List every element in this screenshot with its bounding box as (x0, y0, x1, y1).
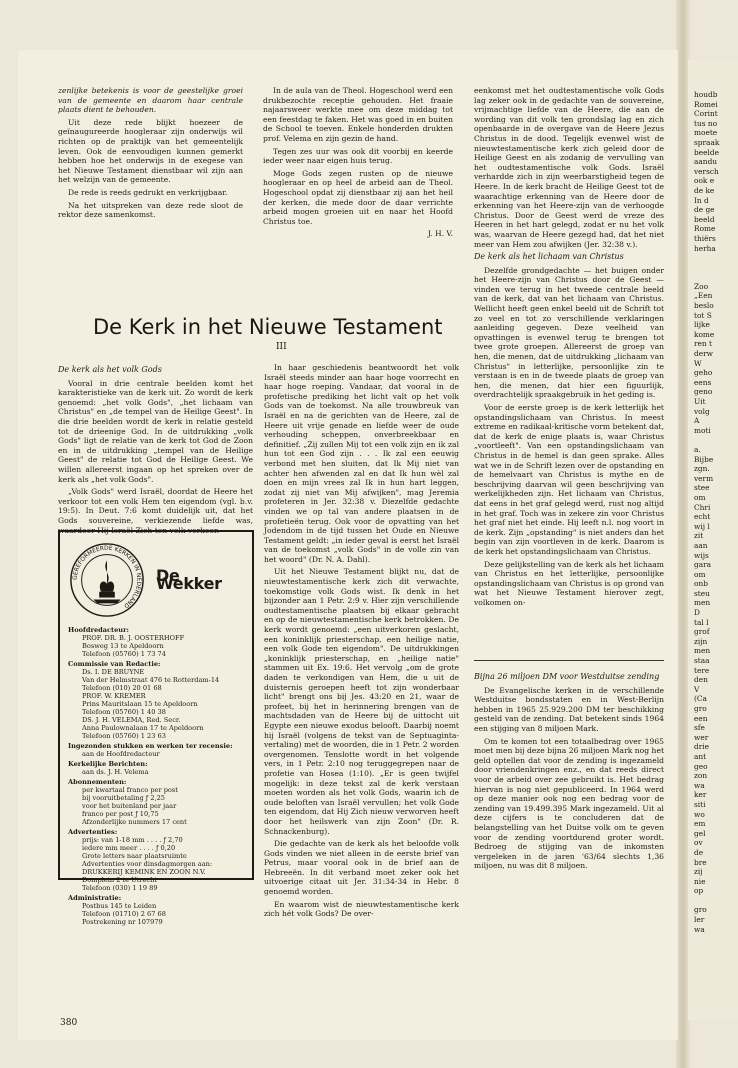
masthead-line: Anna Paulownalaan 17 te Apeldoorn (82, 724, 204, 732)
adjacent-text-fragment: geo (694, 761, 708, 771)
svg-text:GEREFORMEERDE KERKEN IN NEDERL: GEREFORMEERDE KERKEN IN NEDERLAND (72, 545, 142, 609)
adjacent-text-fragment: ov (694, 838, 703, 848)
adjacent-text-fragment: „Een (694, 291, 713, 301)
paragraph: De rede is reeds gedrukt en verkrijgbaar. (68, 187, 228, 197)
masthead-label: Administratie: (68, 894, 122, 902)
masthead-label: Ingezonden stukken en werken ter recensie: (68, 742, 233, 750)
newspaper-name: De Wekker (156, 566, 222, 593)
adjacent-text-fragment: herha (694, 243, 716, 253)
adjacent-text-fragment: zij (694, 867, 703, 877)
masthead-line: Prins Mauritslaan 15 te Apeldoorn (82, 700, 198, 708)
adjacent-text-fragment: de ke (694, 185, 715, 195)
masthead-line: iedere mm meer . . . . ƒ 0,20 (82, 844, 176, 852)
adjacent-text-fragment: geho (694, 368, 713, 378)
adjacent-text-fragment: tus no (694, 118, 718, 128)
adjacent-text-fragment: Bijbe (694, 454, 714, 464)
adjacent-text-fragment: D (694, 608, 700, 618)
adjacent-page-edge (688, 60, 738, 1020)
adjacent-text-fragment: nie (694, 876, 706, 886)
adjacent-text-fragment: ker (694, 790, 707, 800)
column-divider (474, 660, 664, 661)
adjacent-text-fragment: gro (694, 905, 707, 915)
paragraph: Die gedachte van de kerk als het beloofde volk Gods vinden we niet alleen in de eerste brief van Petrus, maar vooral ook in de brief aan de Hebreeën. In dit verband moet zeker ook het uitvoerige citaat uit Jer. 31:34-34 in Hebr. 8 genoemd worden. (264, 839, 459, 897)
paragraph: Voor de eerste groep is de kerk letterlijk het opstandingslichaam van Christus. In meest extreme en radikaal-kritische vorm betekent dat, dat de kerk de enige plaats is, waar Christus „voortleeft". Van een opstandingslichaam van Christus in de hemel is dan geen sprake. Alles wat we in de Schrift lezen over de opstanding en de hemelvaart van Christus is mythe en de beschrijving daarvan wil geen beschrijving van werkelijkheden zijn. Het lichaam van Christus, dat eens in het graf gelegd werd, rust nog altijd in het graf. Toch was in zekere zin voor Christus het graf niet het einde. Hij leeft n.l. nog voort in de kerk. Zijn „opstanding" is niet anders dan het begin van zijn voortleven in de kerk. Daarom is de kerk het opstandingslichaam van Christus. (474, 403, 664, 556)
adjacent-text-fragment: aandu (694, 157, 718, 167)
adjacent-text-fragment: verm (694, 473, 714, 483)
adjacent-text-fragment: wa (694, 924, 705, 934)
adjacent-text-fragment: em (694, 819, 706, 829)
paragraph: Tegen zes uur was ook dit voorbij en keerde ieder weer naar eigen huis terug. (263, 146, 453, 166)
adjacent-text-fragment: om (694, 569, 706, 579)
adjacent-text-fragment: eens (694, 377, 712, 387)
masthead-line: Domplein 2 te Utrecht (82, 876, 157, 884)
adjacent-text-fragment: moti (694, 425, 711, 435)
adjacent-text-fragment: In d (694, 195, 709, 205)
church-seal-icon (68, 541, 146, 619)
adjacent-text-fragment: ook e (694, 176, 715, 186)
adjacent-text-fragment: grof (694, 627, 710, 637)
masthead-line: Grote letters naar plaatsruimte (82, 852, 187, 860)
masthead-label: Abonnementen: (68, 778, 127, 786)
adjacent-text-fragment: Romei (694, 99, 718, 109)
adjacent-text-fragment: een (694, 713, 708, 723)
section-heading: De kerk als het lichaam van Christus (474, 252, 624, 262)
adjacent-text-fragment: geno (694, 387, 713, 397)
paragraph: En waarom wist de nieuwtestamentische kerk zich hét volk Gods? De over- (264, 899, 459, 919)
adjacent-text-fragment: beelde (694, 147, 719, 157)
adjacent-text-fragment: gel (694, 828, 706, 838)
adjacent-text-fragment: ler (694, 915, 705, 925)
masthead-label: Advertenties: (68, 828, 118, 836)
adjacent-text-fragment: wer (694, 732, 709, 742)
masthead-line: Afzonderlijke nummers 17 cent (82, 818, 187, 826)
adjacent-text-fragment: onb (694, 579, 708, 589)
adjacent-text-fragment: derw (694, 349, 713, 359)
adjacent-text-fragment: wij l (694, 521, 710, 531)
masthead-line: Van der Helmstraat 476 te Rotterdam-14 (82, 676, 220, 684)
adjacent-text-fragment: men (694, 646, 711, 656)
article-part-number: III (276, 342, 287, 352)
paragraph: eenkomst met het oudtestamentische volk Gods lag zeker ook in de gedachte van de souvereine, vrijmachtige liefde van de Heere, die aan de wording van dit volk ten grondslag lag en zich openbaarde in de overgave van de Heere Jezus Christus in de dood. Tegelijk evenwel wist de nieuwtestamentische kerk zich geleid door de Heilige Geest en als zodanig de vervulling van het oudtestamentische volk Gods. Israël verhardde zich in zijn weerbarstigheid tegen de Heere. In de kerk bracht de Heilige Geest tot de waarachtige erkenning van de Heere door de erkenning van het Heere-zijn van de verhoogde Christus. Door de Geest werd de vreze des Heeren in het hart gelegd, zodat er nu het volk was, waarvan de Heere gezegd had, dat het niet meer van Hem zou afwijken (Jer. 32:38 v.). (474, 86, 664, 249)
masthead-line: Telefoon (010) 20 01 68 (82, 684, 162, 692)
adjacent-text-fragment: drie (694, 742, 710, 752)
adjacent-text-fragment: ant (694, 751, 707, 761)
article-column-2 (264, 363, 459, 1023)
masthead-line: Telefoon (01710) 2 67 68 (82, 910, 166, 918)
adjacent-text-fragment: siti (694, 799, 706, 809)
adjacent-text-fragment: A (694, 416, 700, 426)
paragraph: Uit deze rede blijkt hoezeer de geïnaugureerde hoogleraar zijn onderwijs wil richten op de praktijk van het gemeentelijk leven. Ook de eenvoudigen kunnen gemerkt hebben hoe het onderwijs in de exegese van het Nieuwe Testament dienstbaar wil zijn aan het welzijn van de gemeente. (58, 117, 243, 185)
adjacent-text-fragment: W (694, 358, 702, 368)
adjacent-text-fragment: de ge (694, 205, 715, 215)
adjacent-text-fragment: Corint (694, 109, 718, 119)
adjacent-text-fragment: tal l (694, 617, 709, 627)
adjacent-text-fragment: wa (694, 780, 705, 790)
magazine-page (18, 50, 678, 1040)
adjacent-text-fragment: volg (694, 406, 710, 416)
adjacent-text-fragment: de (694, 847, 704, 857)
masthead-line: Ds. I. DE BRUYNE (82, 668, 145, 676)
paragraph: Moge Gods zegen rusten op de nieuwe hoogleraar en op heel de arbeid aan de Theol. Hogeschool opdat zij dienstbaar zij aan het heil der kerken, die mede door de daar verrichte arbeid mogen groeien uit en naar het Hoofd Christus toe. (263, 168, 453, 226)
masthead-line: DS. J. H. VELEMA, Red. Secr. (82, 716, 181, 724)
news-item (474, 670, 664, 1010)
masthead-line: Telefoon (05760) 1 40 38 (82, 708, 166, 716)
masthead-line: bij vooruitbetaling ƒ 2,25 (82, 794, 165, 802)
page-number: 380 (60, 1018, 78, 1028)
masthead-line: Telefoon (05760) 1 23 63 (82, 732, 166, 740)
paragraph: Na het uitspreken van deze rede sloot de rektor deze samenkomst. (58, 200, 243, 220)
adjacent-text-fragment: spraak (694, 137, 720, 147)
masthead-line: Postrekening nr 107979 (82, 918, 163, 926)
masthead-line: Telefoon (030) 1 19 89 (82, 884, 158, 892)
masthead-line: prijs: van 1-18 mm . . . . ƒ 2,70 (82, 836, 183, 844)
adjacent-text-fragment: op (694, 886, 704, 896)
masthead-line: franco per post ƒ 10,75 (82, 810, 159, 818)
top-column-1 (58, 86, 243, 266)
adjacent-text-fragment: tere (694, 665, 710, 675)
adjacent-text-fragment: beeld (694, 214, 715, 224)
adjacent-text-fragment: zijn (694, 636, 708, 646)
paragraph: Uit het Nieuwe Testament blijkt nu, dat de nieuwtestamentische kerk zich dit verwachte, toekomstige volk Gods wist. Ik denk in het bijzonder aan 1 Petr. 2:9 v. Hier zijn verschillende oudtestamentische plaatsen bij elkaar gebracht en op de nieuwtestamentische kerk betrokken. De kerk wordt genoemd: „een uitverkoren geslacht, een koninklijk priesterschap, een heilige natie, een volk Gode ten eigendom". De uitdrukkingen „koninklijk priesterschap, en „heilige natie" stammen uit Ex. 19:6. Het vervolg „om de grote daden te verkondigen van Hem, die u uit de duisternis geroepen heeft tot zijn wonderbaar licht" brengt ons bij Jes. 43:20 en 21, waar de profeet, bij het in herinnering brengen van de machtsdaden van de Heere bij de uittocht uit Egypte een nieuwe exodus belooft. Daarbij noemt hij Israël (volgens de tekst van de Septuaginta-vertaling) met de woorden, die in 1 Petr. 2 worden overgenomen. Tenslotte wordt in het volgende vers, in 1 Petr. 2:10 nog teruggegrepen naar de profetie van Hosea (1:10). „Er is geen twijfel mogelijk: in deze tekst zal de kerk verstaan moeten worden als het volk Gods, waarin ich de oude beloften van Israël vervullen; het volk Gode ten eigendom, dat Hij Zich nieuw verworven heeft door het heilswerk van zijn Zoon" (Dr. R. Schnackenburg). (264, 567, 459, 836)
adjacent-text-fragment: moete (694, 128, 718, 138)
article-column-1 (58, 363, 253, 533)
masthead-line: Advertenties voor dinsdagmorgen aan: DRUKKERIJ KEMINK EN ZOON N.V. (82, 860, 213, 876)
masthead-line: PROF. W. KREMER (82, 692, 146, 700)
adjacent-text-fragment: wijs (694, 550, 709, 560)
adjacent-text-fragment: zon (694, 771, 708, 781)
paragraph: De Evangelische kerken in de verschillende Westduitse bondsstaten en in West-Berlijn hebben in 1965 25.929.200 DM ter beschikking gesteld van de zending. Dat betekent sinds 1964 een stijging van 8 miljoen Mark. (474, 685, 664, 733)
adjacent-text-fragment: kome (694, 329, 715, 339)
adjacent-text-fragment: a. (694, 444, 701, 454)
adjacent-text-fragment: Rome (694, 224, 716, 234)
masthead-line: per kwartaal franco per post (82, 786, 178, 794)
adjacent-text-fragment (694, 263, 738, 273)
adjacent-text-fragment (694, 272, 738, 282)
masthead-label: Kerkelijke Berichten: (68, 760, 148, 768)
article-title: De Kerk in het Nieuwe Testament (93, 315, 443, 339)
adjacent-text-fragment (694, 253, 738, 263)
masthead-line: Bosweg 13 te Apeldoorn (82, 642, 164, 650)
masthead-label: Commissie van Redactie: (68, 660, 161, 668)
adjacent-text-fragment: lijke (694, 320, 710, 330)
masthead-line: Postbus 145 te Leiden (82, 902, 157, 910)
masthead-label: Hoofdredacteur: (68, 626, 129, 634)
adjacent-text-fragment: tot S (694, 310, 712, 320)
adjacent-text-fragment: thiërs (694, 233, 716, 243)
paragraph: „Volk Gods" werd Israël, doordat de Heere het verkoor tot een volk Hem ten eigendom (vgl. b.v. 19:5). In Deut. 7:6 komt duidelijk uit, dat het Gods souvereine, verkiezende liefde was, waardoor Hij Israël Zich ten volk verkoor. (58, 487, 253, 535)
paragraph: Om te komen tot een totaalbedrag over 1965 moet men bij deze bijna 26 miljoen Mark nog het geld optellen dat voor de zending is ingezameld door vriendenkringen enz., en dat reeds direct voor de arbeid over zee gebruikt is. Het bedrag hiervan is nog niet gepubliceerd. In 1964 werd op deze manier ook nog een bedrag voor de zending van 19.499.395 Mark ingezameld. Uit al deze cijfers is te concluderen dat de belangstelling van het Duitse volk om te geven voor de zending voortdurend groter wordt. Bedroeg de stijging van de inkomsten vergeleken in de jaren '63/64 slechts 1,36 miljoen, nu was dit 8 miljoen. (474, 736, 664, 871)
signature: J. H. V. (427, 229, 453, 239)
adjacent-text-fragment (694, 435, 738, 445)
top-column-2 (263, 86, 453, 286)
adjacent-text-fragment: zit (694, 531, 704, 541)
masthead-line: aan de Hoofdredacteur (82, 750, 160, 758)
adjacent-text-fragment (694, 896, 738, 906)
adjacent-text-fragment: steu (694, 588, 710, 598)
paragraph: Dezelfde grondgedachte — het buigen onder het Heere-zijn van Christus door de Geest — vinden we terug in het tweede centrale beeld van de kerk, dat van het lichaam van Christus. Wellicht heeft geen enkel beeld uit de Schrift tot zo veel en tot zo verschillende verklaringen aanleiding gegeven. Deze veelheid van opvattingen is evenwel terug te brengen tot twee grote groepen. Allereerst de groep van hen, die menen, dat de uitdrukking „lichaam van Christus" in letterlijke, persoonlijke zin te verstaan is en in de tweede plaats de groep van hen, die menen, dat hier een figuurlijk, overdrachtelijk spraakgebruik in het geding is. (474, 265, 664, 400)
adjacent-text-fragment: Zoo (694, 281, 709, 291)
masthead-line: Telefoon (05760) 1 73 74 (82, 650, 166, 658)
article-column-3 (474, 86, 664, 656)
section-heading: Bijna 26 miljoen DM voor Westduitse zending (474, 672, 660, 681)
adjacent-text-fragment: beslo (694, 301, 714, 311)
adjacent-text-fragment: gro (694, 704, 707, 713)
section-heading: De kerk als het volk Gods (58, 365, 162, 374)
masthead-details (68, 626, 244, 926)
masthead-box (58, 530, 254, 926)
adjacent-text-fragment: aan (694, 540, 708, 550)
masthead-line: voor het buitenland per jaar (82, 802, 177, 810)
adjacent-text-fragment: versch (694, 166, 719, 176)
adjacent-text-fragment: staa (694, 656, 710, 666)
adjacent-text-fragment: ren t (694, 339, 712, 349)
adjacent-text-fragment: V (694, 684, 700, 694)
masthead-line: PROF. DR. B. J. OOSTERHOFF (82, 634, 185, 642)
masthead-line: aan ds. J. H. Velema (82, 768, 149, 776)
adjacent-text-fragment: Uit (694, 397, 706, 406)
adjacent-text-fragment: houdb (694, 90, 718, 99)
adjacent-text-fragment: (Ca (694, 694, 707, 704)
adjacent-text-fragment: Chri (694, 502, 711, 512)
paragraph: zenlijke betekenis is voor de geestelijke groei van de gemeente en daarom haar centrale plaats dient te behouden. (58, 86, 243, 115)
adjacent-text-fragment: zgn. (694, 464, 710, 474)
adjacent-text-fragment: gara (694, 560, 712, 570)
adjacent-text-fragment: om (694, 492, 706, 502)
paragraph: In de aula van de Theol. Hogeschool werd een drukbezochte receptie gehouden. Het fraaie najaarsweer werkte mee om deze middag tot een feestdag te faken. Het was goed in en buiten de School te toeven. Enkele honderden drukten prof. Velema en zijn gezin de hand. (263, 86, 453, 143)
adjacent-text-fragment: sfe (694, 723, 705, 733)
adjacent-text-fragment: den (694, 675, 708, 685)
adjacent-text-fragment: stee (694, 483, 710, 493)
paragraph: Vooral in drie centrale beelden komt het karakteristieke van de kerk uit. Zo wordt de kerk genoemd: „het volk Gods", „het lichaam van Christus" en „de tempel van de Heilige Geest". In die drie beelden wordt de kerk in relatie gesteld tot de drieenige God. In de uitdrukking „volk Gods" ligt de relatie van de kerk tot God de Zoon en in de uitdrukking „tempel van de Heilige Geest" de relatie tot God de Heilige Geest. We willen allereerst ingaan op het spreken over de kerk als „het volk Gods". (58, 378, 253, 484)
adjacent-text-fragment: echt (694, 512, 711, 522)
adjacent-text-fragment: wo (694, 809, 705, 819)
paragraph: Deze gelijkstelling van de kerk als het lichaam van Christus en het letterlijke, persoonlijke opstandingslichaam van Christus is op grond van wat het Nieuwe Testament hierover zegt, volkomen on- (474, 559, 664, 607)
paragraph: In haar geschiedenis beantwoordt het volk Israël steeds minder aan haar hoge voorrecht en haar hoge roeping. Vandaar, dat vooral in de profetische prediking het licht valt op het volk Gods van de toekomst. Na alle trouwbreuk van Israël en na de gerichten van de Heere, zal de Heere uit vrije genade en liefde weer de oude verhouding scheppen, onverbreekbaar en definitief. „Zij zullen Mij tot een volk zijn en ik zal hun tot een God zijn . . . Ik zal een eeuwig verbond met hen sluiten, dat Ik Mij niet van achter hen afwenden zal en dat Ik hun wèl zal doen en mijn vrees zal Ik in hun hart leggen, zodat zij niet van Mij afwijken", mag Jeremia profeteren in Jer. 32:38 v. Diezelfde gedachte vinden we op tal van andere plaatsen in de profetieën terug. Ook voor de opvatting van het Jodendom in de tijd tussen het Oude en Nieuwe Testament geldt: „in ieder geval is eerst het Israël van de toekomst „volk Gods" in de volle zin van het woord" (Dr. N. A. Dahl). (264, 363, 459, 564)
adjacent-text-fragment: men (694, 598, 711, 608)
adjacent-text-fragment: bre (694, 857, 707, 867)
